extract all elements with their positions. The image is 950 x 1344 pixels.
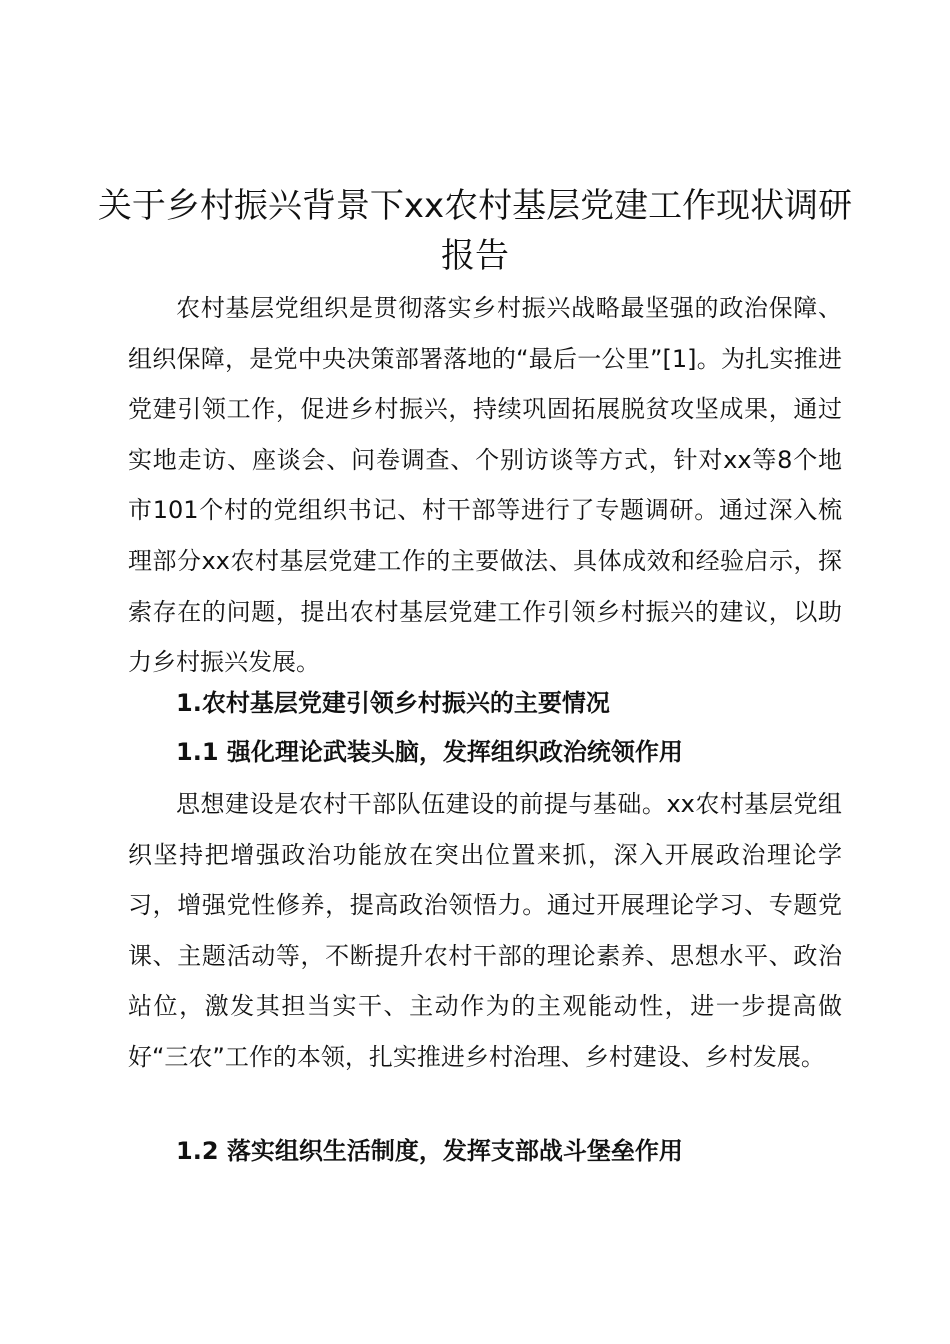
- section-heading-1: 1.农村基层党建引领乡村振兴的主要情况: [176, 689, 610, 717]
- section-heading-1-1: 1.1 强化理论武装头脑，发挥组织政治统领作用: [176, 738, 683, 766]
- document-title: 关于乡村振兴背景下xx农村基层党建工作现状调研报告: [97, 186, 853, 276]
- section-heading-1-2: 1.2 落实组织生活制度，发挥支部战斗堡垒作用: [176, 1137, 683, 1165]
- intro-paragraph: 农村基层党组织是贯彻落实乡村振兴战略最坚强的政治保障、组织保障，是党中央决策部署落地的“最后一公里”[1]。为扎实推进党建引领工作，促进乡村振兴，持续巩固拓展脱贫攻坚成果，通过实地走访、座谈会、问卷调查、个别访谈等方式，针对xx等8个地市101个村的党组织书记、村干部等进行了专题调研。通过深入梳理部分xx农村基层党建工作的主要做法、具体成效和经验启示，探索存在的问题，提出农村基层党建工作引领乡村振兴的建议，以助力乡村振兴发展。: [128, 294, 842, 677]
- section-1-1-paragraph: 思想建设是农村干部队伍建设的前提与基础。xx农村基层党组织坚持把增强政治功能放在突出位置来抓，深入开展政治理论学习，增强党性修养，提高政治领悟力。通过开展理论学习、专题党课、主题活动等，不断提升农村干部的理论素养、思想水平、政治站位，激发其担当实干、主动作为的主观能动性，进一步提高做好“三农”工作的本领，扎实推进乡村治理、乡村建设、乡村发展。: [128, 790, 842, 1071]
